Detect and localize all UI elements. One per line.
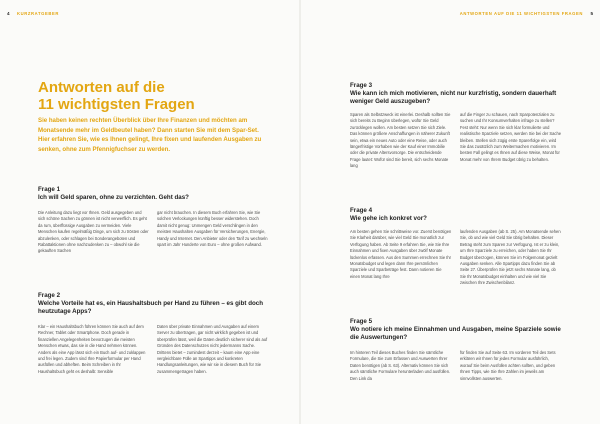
question-2-body [38,324,268,420]
question-3-title: Wie kann ich mich motivieren, nicht nur kurzfristig, sondern dauerhaft weniger Geld auszugeben? [350,90,557,105]
question-1-heading [38,186,268,202]
running-title-right: ANTWORTEN AUF DIE 11 WICHTIGSTEN FRAGEN [459,11,583,16]
question-3-column-1: Sparen als Selbstzweck ist einerlei. Deshalb sollten Sie sich bereits zu Beginn überlegen, wofür Sie Geld zurücklegen wollen. Am besten setzen Sie sich Ziele. Das können größere Anschaffungen in näherer Zukunft sein, etwa ein neues Auto oder eine Reise, oder auch längerfristige Vorhaben wie der Kauf einer Immobilie oder die private Altersvorsorge. Die entscheidende Frage lautet: Wofür sind Sie bereit, sich sechs Monate lang [350,112,451,169]
page-number-right: 5 [590,11,593,16]
question-4-heading [350,207,562,223]
question-3-column-2: auf die Finger zu schauen, nach Sparpotenzialen zu suchen und Ihr Konsumverhalten infrage zu stellen? Fest steht: Nur wenn Sie sich klar formulierte und realistische Sparziele setzen, werden Sie bei der Sache bleiben. Stellen sich zügig erste Sparerfolge ein, wird Sie das zusätzlich zum Weitermachen motivieren. Im besten Fall gelingt es Ihnen auf diese Weise, Monat für Monat mehr von Ihrem Budget übrig zu behalten. [460,112,562,162]
question-1-body [38,210,268,274]
question-4-title: Wie gehe ich konkret vor? [350,215,427,222]
question-2-column-1: Klar – ein Haushaltsbuch führen können Sie auch auf dem Rechner, Tablet oder Smartphone. Doch gerade in finanziellen Angelegenheiten bevorzugen die meisten Menschen etwas, das sie in die Hand nehmen können. Anders als eine App lässt sich ein Buch auf- und zuklappen und frei legen. Zudem sind Ihre Papierformular per Hand ausfüllen und abheften. Beim Schreiben in Ihr Haushaltsbuch geht es deshalb: Sensible [38,324,146,374]
question-2-column-2: Daten über private Einnahmen und Ausgaben auf einem Server zu übertragen, gar nicht wirklich gegeben ist und überprüfen lässt, weil die Daten deutlich sicherer sind als auf Gründen des Datenschutzes nicht jedermanns Sache. Drittens bietet – zumindest derzeit – kaum eine App eine vergleichbare Fülle an Spartipps und konkreten Handlungsanleitungen, wie wir sie in diesem Buch für Sie zusammengetragen haben. [157,324,268,374]
question-5-column-1: Im hinteren Teil dieses Buches finden Sie sämtliche Formulare, die Sie zum Erfassen und Auswerten Ihrer Daten benötigen (ab S. 63). Alternativ können Sie sich auch sämtliche Formulare herunterladen und ausfüllen. Den Link da [350,350,451,381]
question-5-title: Wo notiere ich meine Einnahmen und Ausgaben, meine Sparziele sowie die Auswertungen? [350,326,561,341]
question-5-label: Frage 5 [350,318,373,325]
question-3-body [350,112,562,189]
question-5-column-2: für finden Sie auf Seite 63. Im vorderen Teil des Sets erklären wir Ihnen für jedes Formular ausführlich, worauf Sie beim Ausfüllen achten sollten, und geben Ihnen Tipps, wie Sie Ihre Zahlen im jeweils am sinnvollsten auswerten. [460,350,556,381]
question-4-body [350,229,562,293]
question-3-label: Frage 3 [350,82,373,89]
question-3-heading [350,82,562,106]
question-4-column-2: laufenden Ausgaben (ab S. 25). Am Monatsende sehen Sie, ob und wie viel Geld Sie übrig behalten. Dieser Betrag steht zum Sparen zur Verfügung. Ist er zu klein, um Ihre Sparziele zu erreichen, oder haben Sie Ihr Budget überzogen, können Sie im Folgemonat gezielt Ausgaben senken. Alle Spartipps dazu finden Sie ab Seite 27. Überprüfen Sie jetzt sechs Monate lang, ob Sie Ihr Monatsbudget einhalten und wie viel Sie zwischen Ihre Zwischenbilanz. [460,229,561,286]
page-title-line-1: Antworten auf die [38,79,165,96]
page-number-left: 4 [7,11,10,16]
question-1-column-2: gar nicht brauchen. In diesem Buch erfahren Sie, wie Sie solchen Verlockungen künftig besser widerstehen. Doch damit nicht genug: Unmengen Geld verschlingen in den meisten Haushalten Ausgaben für Versicherungen, Energie, Handy und Internet. Den Anbieter oder den Tarif zu wechseln spart im Jahr Hunderte von Euro – ohne großen Aufwand. [157,210,268,248]
question-5-body [350,350,562,420]
question-4-label: Frage 4 [350,207,373,214]
question-2-label: Frage 2 [38,292,61,299]
question-4-column-1: Am besten gehen Sie schrittweise vor. Zuerst benötigen Sie Klarheit darüber, wie viel Geld Sie monatlich zur Verfügung haben. Ab Seite 9 erfahren Sie, wie Sie Ihre Einnahmen und fixen Ausgaben über zwölf Monate lückenlos erfassen. Aus den Summen errechnen Sie Ihr Monatsbudget und legen dann Ihre persönlichen Sparziele und Sparbeträge fest. Dann notieren Sie einen Monat lang Ihre [350,229,452,279]
running-title-left: KURZRATGEBER [17,11,60,16]
question-1-label: Frage 1 [38,186,61,193]
question-2-title: Welche Vorteile hat es, ein Haushaltsbuch per Hand zu führen – es gibt doch heutzutage Apps? [38,300,263,315]
intro-paragraph: Sie haben keinen rechten Überblick über Ihre Finanzen und möchten am Monatsende mehr im Geldbeutel haben? Dann starten Sie mit dem Spar-Set. Hier erfahren Sie, wie es Ihnen gelingt, Ihre fixen und laufenden Ausgaben zu senken, ohne zum Pfennigfuchser zu werden. [38,117,262,154]
question-5-heading [350,318,562,342]
question-1-title: Ich will Geld sparen, ohne zu verzichten. Geht das? [38,194,189,201]
question-1-column-1: Die Anleitung dazu liegt vor Ihnen. Geld ausgegeben und sich schöne Sachen zu gönnen ist nicht verwerflich. Es geht da rum, überflüssige Ausgaben zu vermeiden. Viele Menschen kaufen regelmäßig Dinge, um sich zu trösten oder abzulenken, oder schlagen bei Sonderangeboten und Rabattaktionen ohne nachzudenken zu – obwohl sie die gekauften Sachen [38,210,149,254]
right-page [300,0,600,424]
page-title-line-2: 11 wichtigsten Fragen [38,96,195,113]
page-title [38,79,268,113]
question-2-heading [38,292,268,316]
